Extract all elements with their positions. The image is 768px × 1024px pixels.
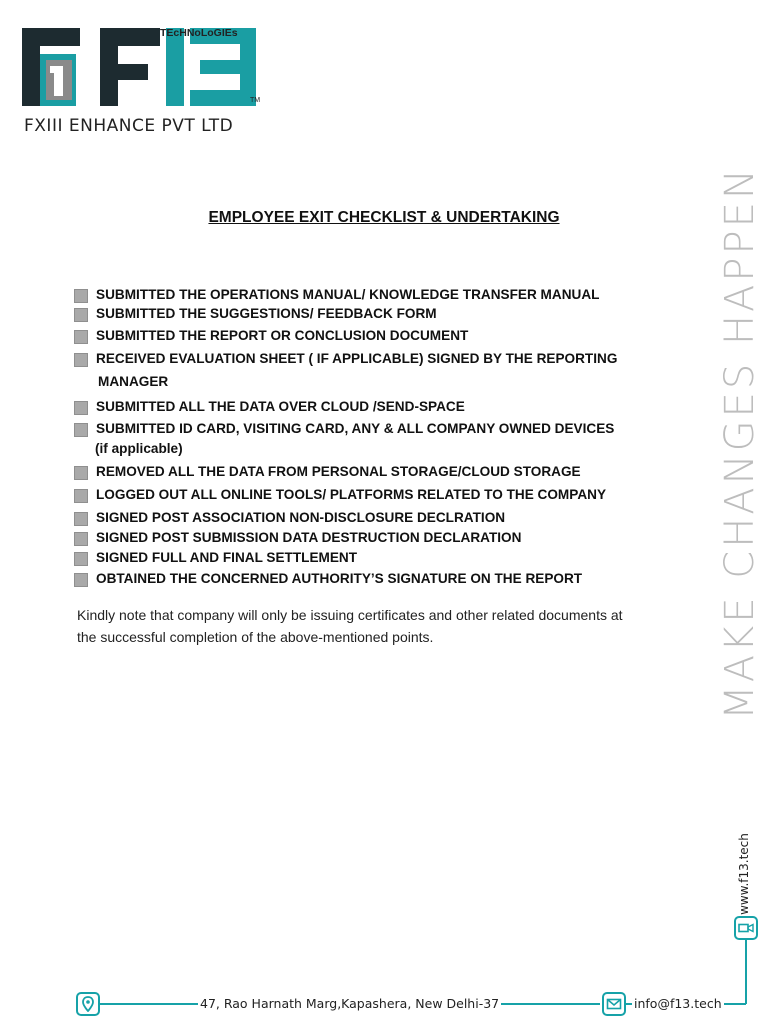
checklist-item-text: SIGNED POST SUBMISSION DATA DESTRUCTION DECLARATION bbox=[96, 530, 522, 545]
note-line-2: the successful completion of the above-mentioned points. bbox=[77, 629, 434, 645]
footer-address: 47, Rao Harnath Marg,Kapashera, New Delhi-37 bbox=[200, 996, 500, 1011]
checkbox[interactable] bbox=[74, 512, 88, 526]
checklist-item-text: REMOVED ALL THE DATA FROM PERSONAL STORAGE/CLOUD STORAGE bbox=[96, 464, 581, 479]
checklist-item-text: SUBMITTED THE SUGGESTIONS/ FEEDBACK FORM bbox=[96, 306, 437, 321]
logo-small-text: TEcHNoLoGIEs bbox=[160, 27, 238, 39]
company-name: FXIII ENHANCE PVT LTD bbox=[24, 116, 234, 136]
company-logo bbox=[20, 24, 270, 108]
checklist-item-text: SUBMITTED THE REPORT OR CONCLUSION DOCUMENT bbox=[96, 328, 469, 343]
checklist-item-text: SUBMITTED ALL THE DATA OVER CLOUD /SEND-SPACE bbox=[96, 399, 465, 414]
side-tagline: MAKE CHANGES HAPPEN bbox=[717, 166, 763, 720]
checklist-item-text: SIGNED POST ASSOCIATION NON-DISCLOSURE DECLRATION bbox=[96, 510, 506, 525]
trademark-mark: TM bbox=[250, 97, 261, 104]
checkbox[interactable] bbox=[74, 573, 88, 587]
checklist-item-text: SUBMITTED THE OPERATIONS MANUAL/ KNOWLEDGE TRANSFER MANUAL bbox=[96, 287, 600, 302]
video-camera-icon bbox=[734, 916, 758, 940]
checkbox[interactable] bbox=[74, 489, 88, 503]
checklist-item-continuation: (if applicable) bbox=[95, 441, 183, 456]
checklist-item-text: SIGNED FULL AND FINAL SETTLEMENT bbox=[96, 550, 358, 565]
location-pin-icon bbox=[76, 992, 100, 1016]
checkbox[interactable] bbox=[74, 289, 88, 303]
checkbox[interactable] bbox=[74, 423, 88, 437]
checklist-item-continuation: MANAGER bbox=[98, 374, 169, 389]
mail-icon bbox=[602, 992, 626, 1016]
checkbox[interactable] bbox=[74, 330, 88, 344]
checkbox[interactable] bbox=[74, 466, 88, 480]
checklist-item-text: SUBMITTED ID CARD, VISITING CARD, ANY & ALL COMPANY OWNED DEVICES bbox=[96, 421, 615, 436]
page-title: EMPLOYEE EXIT CHECKLIST & UNDERTAKING bbox=[208, 209, 560, 226]
checkbox[interactable] bbox=[74, 532, 88, 546]
checklist-item-text: OBTAINED THE CONCERNED AUTHORITY’S SIGNATURE ON THE REPORT bbox=[96, 571, 583, 586]
checklist-item-text: LOGGED OUT ALL ONLINE TOOLS/ PLATFORMS RELATED TO THE COMPANY bbox=[96, 487, 607, 502]
footer-email[interactable]: info@f13.tech bbox=[634, 996, 722, 1011]
footer-website[interactable]: www.f13.tech bbox=[737, 833, 751, 915]
checkbox[interactable] bbox=[74, 552, 88, 566]
checkbox[interactable] bbox=[74, 308, 88, 322]
checklist-item-text: RECEIVED EVALUATION SHEET ( IF APPLICABLE) SIGNED BY THE REPORTING bbox=[96, 351, 618, 366]
note-line-1: Kindly note that company will only be issuing certificates and other related documents at bbox=[77, 607, 623, 623]
checkbox[interactable] bbox=[74, 401, 88, 415]
checkbox[interactable] bbox=[74, 353, 88, 367]
